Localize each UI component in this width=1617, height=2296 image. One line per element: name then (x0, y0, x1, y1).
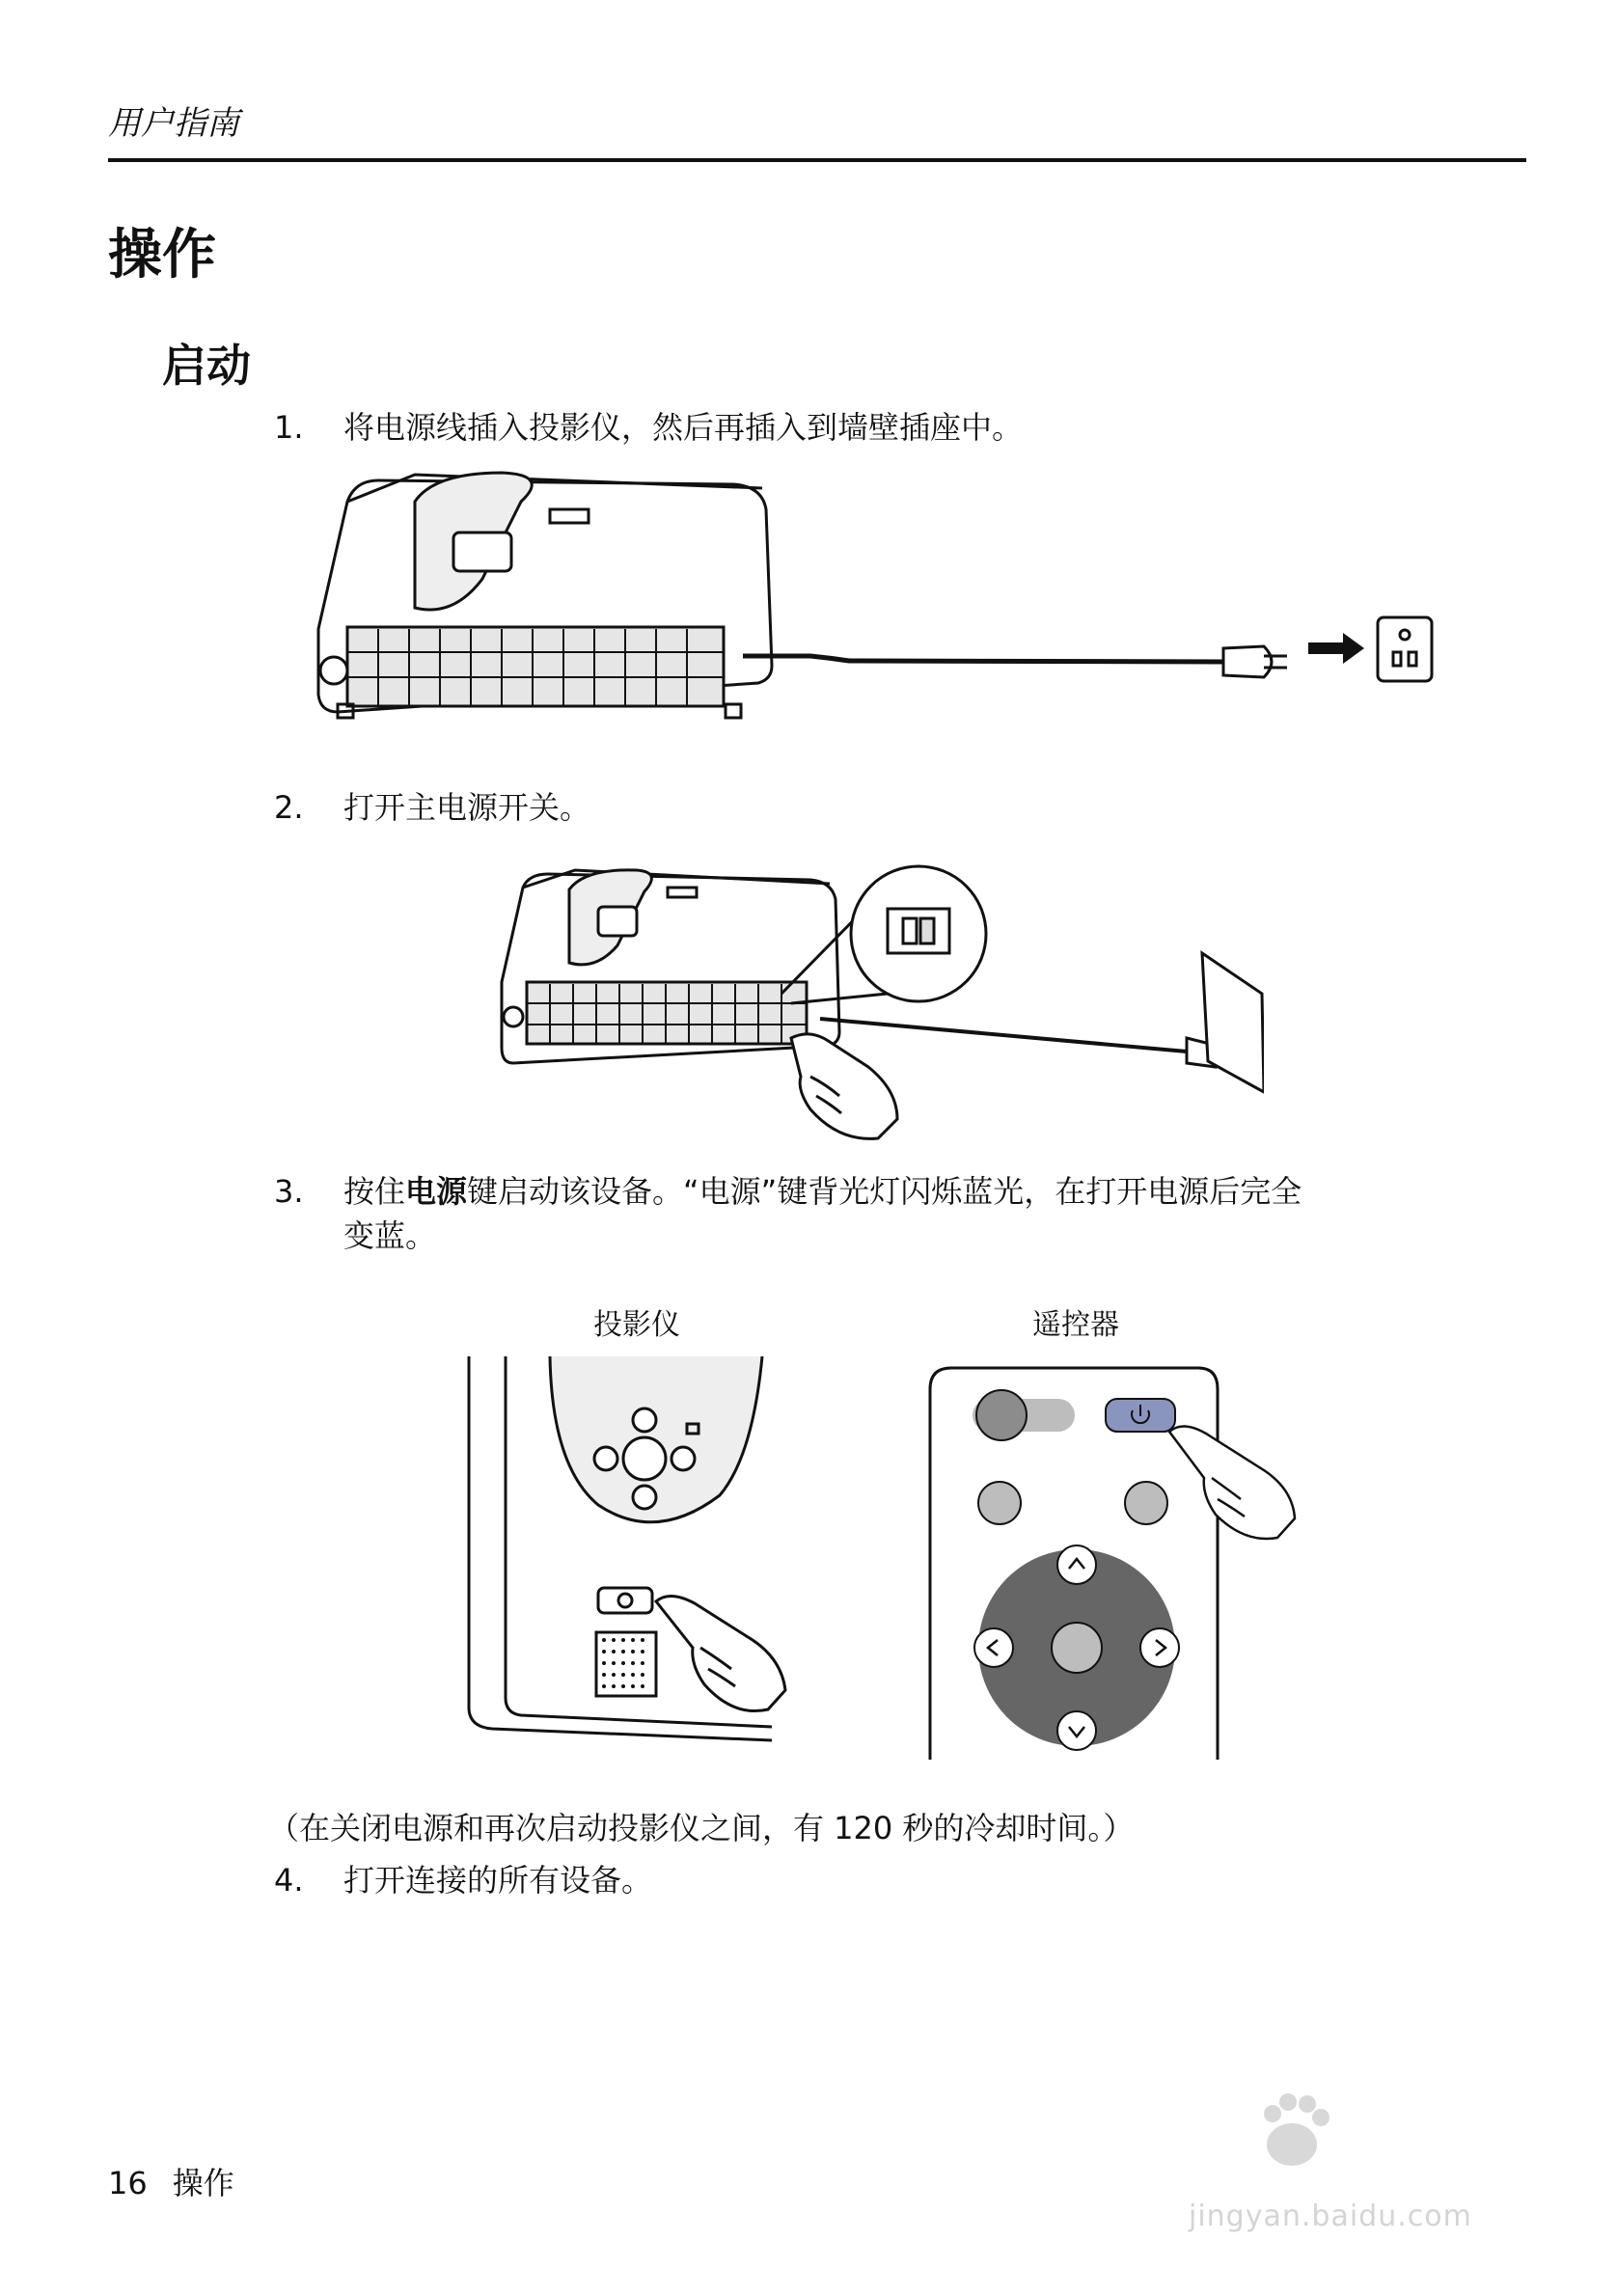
step-text-line2: 变蓝。 (343, 1217, 437, 1254)
step-1 (274, 405, 1528, 453)
step-3 (274, 1169, 1528, 1266)
figure-power-switch (492, 849, 1264, 1158)
remote-caption: 遥控器 (1032, 1308, 1119, 1342)
page-number: 16 (108, 2165, 148, 2201)
running-header: 用户指南 (108, 104, 239, 143)
step-4 (274, 1858, 1528, 1906)
step-text: 打开主电源开关。 (343, 789, 591, 826)
step-number: 1. (274, 409, 304, 446)
step-2 (274, 785, 1528, 834)
remote-control (917, 1360, 1302, 1765)
footer-section: 操作 (172, 2165, 234, 2201)
projector-control-panel (463, 1351, 830, 1756)
page-footer (108, 2159, 260, 2203)
subsection-title: 启动 (162, 340, 251, 392)
cooldown-note: （在关闭电源和再次启动投影仪之间，有 120 秒的冷却时间。） (268, 1810, 1135, 1846)
step-number: 3. (274, 1173, 304, 1210)
step-text: 按住电源键启动该设备。“电源”键背光灯闪烁蓝光，在打开电源后完全 (343, 1173, 1302, 1210)
step-number: 2. (274, 789, 304, 826)
figure-plug-in (309, 463, 1486, 752)
watermark-url: jingyan.baidu.com (1189, 2200, 1472, 2233)
step-number: 4. (274, 1862, 304, 1899)
baidu-watermark-logo (1153, 2069, 1539, 2204)
power-key-label: 电源 (405, 1173, 468, 1210)
section-title: 操作 (108, 224, 216, 287)
header-rule (108, 158, 1526, 162)
projector-caption: 投影仪 (593, 1308, 680, 1342)
step-text: 打开连接的所有设备。 (343, 1862, 653, 1899)
step-text: 将电源线插入投影仪，然后再插入到墙壁插座中。 (343, 409, 1024, 446)
